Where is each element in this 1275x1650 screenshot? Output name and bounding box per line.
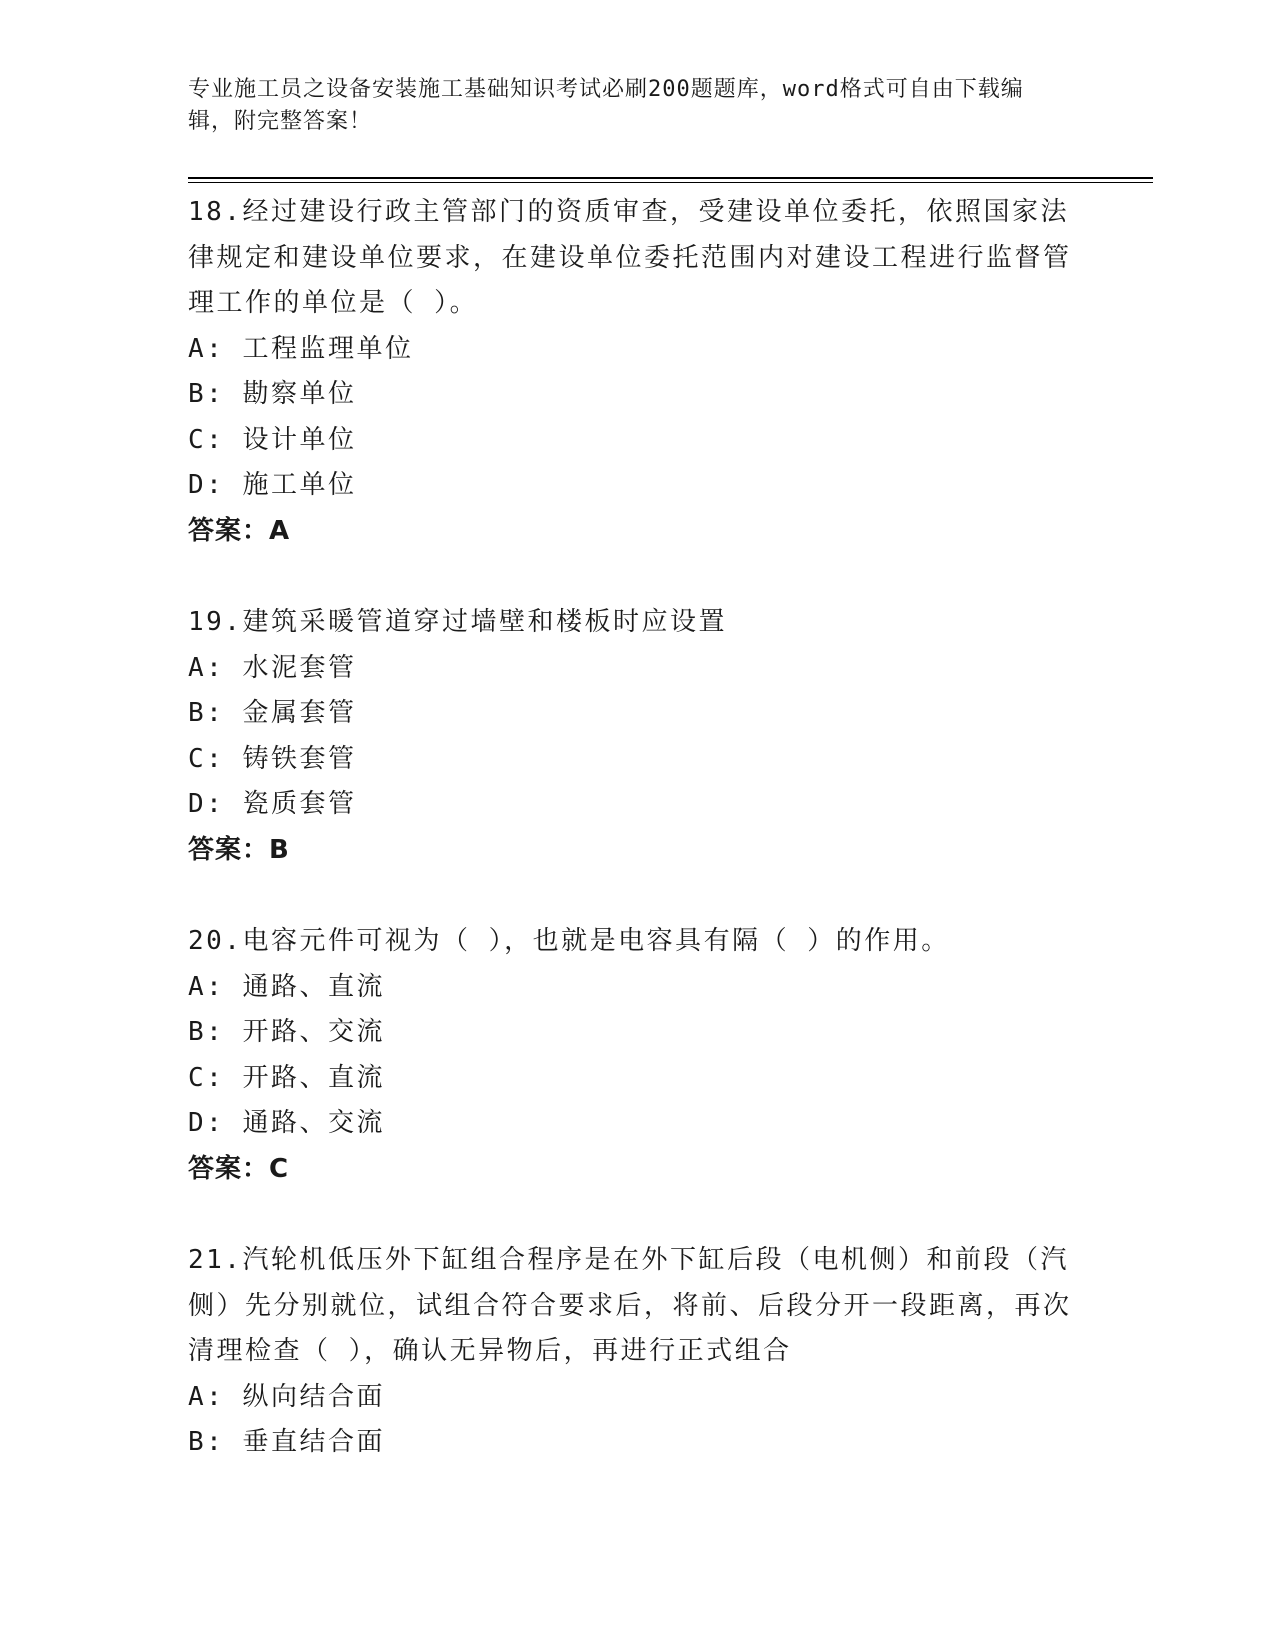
- option-a: A: 工程监理单位: [188, 333, 414, 364]
- option-c: C: 设计单位: [188, 424, 357, 455]
- option-d: D: 通路、交流: [188, 1108, 385, 1138]
- option-a: A: 通路、直流: [188, 971, 385, 1002]
- option-b: B: 开路、交流: [188, 1017, 385, 1047]
- question-20: [188, 919, 1088, 1192]
- option-b: B: 金属套管: [188, 698, 357, 728]
- question-21: [188, 1238, 1088, 1466]
- option-c: C: 铸铁套管: [188, 743, 357, 774]
- question-18: [188, 190, 1088, 554]
- question-stem: 18.经过建设行政主管部门的资质审查，受建设单位委托，依照国家法律规定和建设单位要求，在建设单位委托范围内对建设工程进行监督管理工作的单位是（ ）。: [188, 197, 1072, 318]
- answer-line: 答案：A: [188, 515, 291, 546]
- answer-line: 答案：B: [188, 834, 290, 865]
- question-stem: 21.汽轮机低压外下缸组合程序是在外下缸后段（电机侧）和前段（汽侧）先分别就位，试组合符合要求后，将前、后段分开一段距离，再次清理检查（ ），确认无异物后，再进行正式组合: [188, 1245, 1072, 1366]
- question-19: [188, 600, 1088, 873]
- option-d: D: 瓷质套管: [188, 789, 357, 819]
- option-a: A: 纵向结合面: [188, 1381, 385, 1412]
- header-divider-thin: [188, 182, 1153, 183]
- option-b: B: 勘察单位: [188, 379, 357, 409]
- question-stem: 19.建筑采暖管道穿过墙壁和楼板时应设置: [188, 607, 727, 637]
- question-stem: 20.电容元件可视为（ ），也就是电容具有隔（ ）的作用。: [188, 926, 950, 956]
- option-c: C: 开路、直流: [188, 1062, 385, 1093]
- document-header: 专业施工员之设备安装施工基础知识考试必刷200题题库，word格式可自由下载编辑，附完整答案！: [188, 77, 1024, 134]
- question-list: [188, 190, 1088, 1512]
- document-page: [188, 0, 1153, 1650]
- option-a: A: 水泥套管: [188, 652, 357, 683]
- option-d: D: 施工单位: [188, 470, 357, 500]
- answer-line: 答案：C: [188, 1153, 290, 1184]
- header-divider-thick: [188, 177, 1153, 179]
- option-b: B: 垂直结合面: [188, 1427, 385, 1457]
